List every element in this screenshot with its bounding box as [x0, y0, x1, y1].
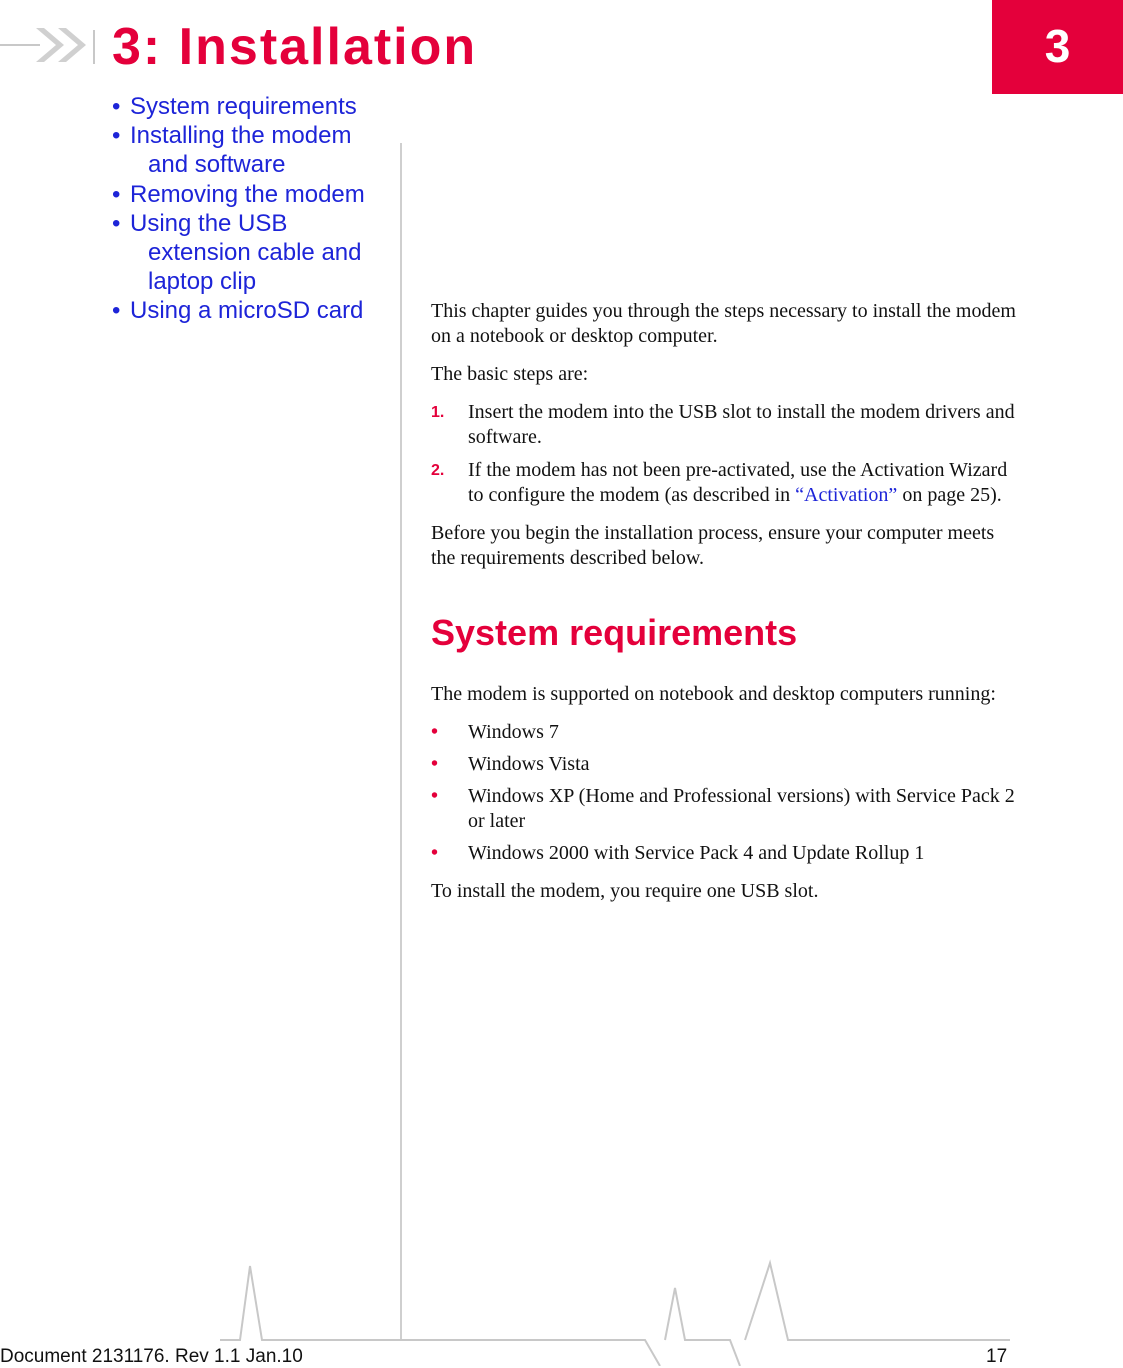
chapter-toc [110, 92, 400, 326]
footer-document-id: Document 2131176. Rev 1.1 Jan.10 [0, 1346, 303, 1367]
chapter-number-tab: 3 [992, 0, 1123, 94]
toc-item-label-cont: and software [148, 151, 286, 179]
os-item [431, 841, 1021, 866]
os-item [431, 752, 1021, 777]
os-item [431, 784, 1021, 834]
chapter-arrow-decoration [0, 0, 110, 80]
toc-bullet: • [112, 180, 121, 208]
toc-bullet: • [112, 122, 121, 150]
os-label: Windows XP (Home and Professional versions) with Service Pack 2 or later [468, 785, 1015, 832]
usb-slot-paragraph: To install the modem, you require one USB slot. [431, 880, 819, 902]
section-heading: System requirements [431, 612, 798, 653]
toc-item-label-cont: extension cable and laptop clip [148, 239, 362, 296]
intro-paragraph: This chapter guides you through the steps necessary to install the modem on a notebook or desktop computer. [431, 300, 1016, 347]
toc-item-label: Using a microSD card [130, 297, 364, 325]
before-begin-paragraph: Before you begin the installation process, ensure your computer meets the requirements described below. [431, 522, 995, 569]
toc-item-installing[interactable] [110, 121, 400, 179]
step-item [431, 458, 1021, 508]
toc-item-removing[interactable] [110, 180, 400, 209]
os-label: Windows 2000 with Service Pack 4 and Update Rollup 1 [468, 842, 925, 864]
toc-item-label: Installing the modem [130, 122, 352, 150]
toc-bullet: • [112, 93, 121, 120]
step-item [431, 400, 1021, 450]
os-bullet: • [431, 721, 439, 743]
chapter-body [431, 299, 1021, 917]
step-number: 2. [431, 462, 445, 479]
steps-list [431, 400, 1021, 508]
toc-bullet: • [112, 209, 121, 237]
column-divider [400, 143, 402, 1340]
os-label: Windows Vista [468, 753, 590, 775]
toc-item-usb-extension[interactable] [110, 209, 400, 297]
steps-lead: The basic steps are: [431, 363, 589, 385]
os-bullet: • [431, 753, 439, 775]
toc-item-label: Using the USB [130, 209, 288, 237]
os-item [431, 720, 1021, 745]
page-number: 17 [986, 1346, 1008, 1367]
chapter-title: 3: Installation [112, 18, 478, 76]
toc-item-system-requirements[interactable] [110, 92, 400, 121]
activation-link[interactable]: “Activation” [795, 484, 898, 506]
os-label: Windows 7 [468, 721, 559, 743]
os-bullet: • [431, 785, 439, 807]
step-text: If the modem has not been pre-activated, use the Activation Wizard to configure the modem (as described in [468, 459, 1008, 506]
os-list [431, 720, 1021, 866]
toc-item-microsd[interactable] [110, 296, 400, 325]
step-text-after: on page 25). [897, 484, 1002, 506]
step-number: 1. [431, 404, 445, 421]
toc-item-label: Removing the modem [130, 180, 365, 208]
toc-item-label: System requirements [130, 93, 357, 120]
step-text: Insert the modem into the USB slot to install the modem drivers and software. [468, 401, 1015, 448]
toc-bullet: • [112, 297, 121, 325]
os-bullet: • [431, 842, 439, 864]
supported-paragraph: The modem is supported on notebook and desktop computers running: [431, 683, 996, 705]
